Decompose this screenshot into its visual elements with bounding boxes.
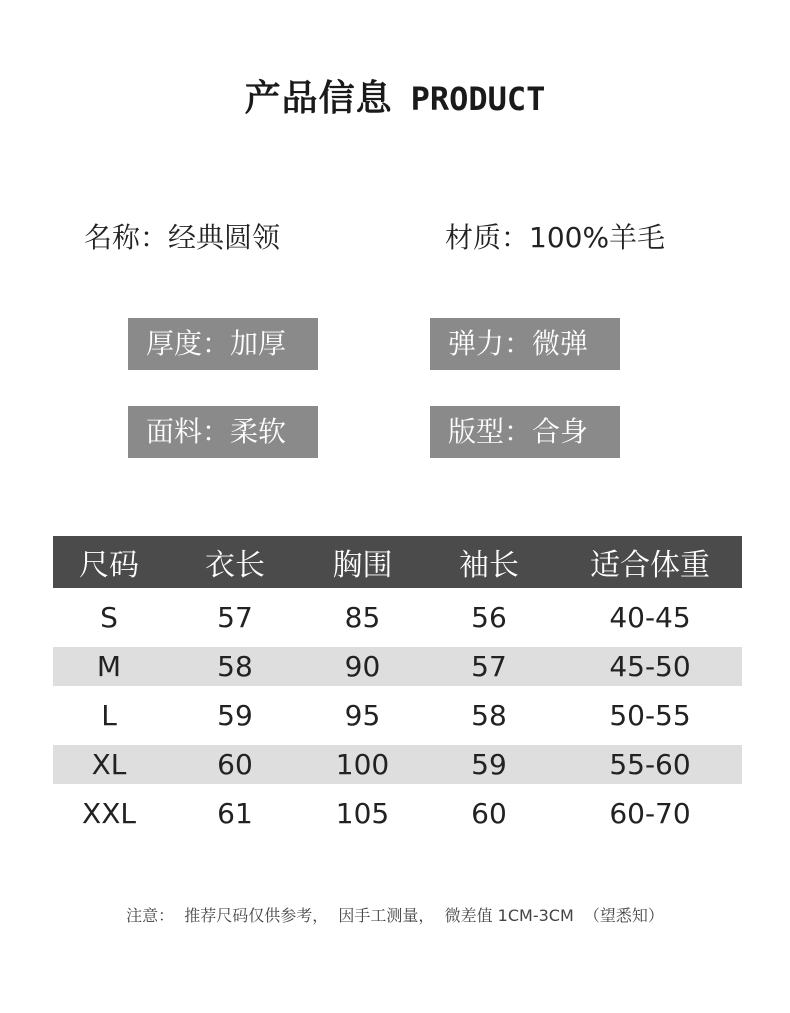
tag-thickness: 厚度：加厚 [128,318,318,370]
cell-size: XL [91,748,127,781]
cell-length: 61 [217,797,253,830]
header-size: 尺码 [79,548,139,583]
cell-chest: 90 [344,650,381,683]
product-name: 名称：经典圆领 [84,221,281,254]
page-title [0,70,790,121]
tag-elasticity: 弹力：微弹 [430,318,620,370]
cell-weight: 45-50 [609,650,691,683]
size-table-header [53,536,742,588]
cell-sleeve: 59 [471,748,507,781]
cell-size: S [100,601,118,634]
header-weight: 适合体重 [590,548,710,583]
size-table [53,536,742,833]
title-chinese: 产品信息 [244,77,393,119]
cell-weight: 55-60 [609,748,691,781]
cell-size: XXL [82,797,136,830]
cell-sleeve: 60 [471,797,507,830]
cell-size: L [101,699,117,732]
cell-sleeve: 57 [471,650,507,683]
title-english: PRODUCT [410,80,546,118]
table-row [53,745,742,784]
cell-chest: 85 [344,601,381,634]
cell-chest: 105 [335,797,390,830]
tag-fit: 版型：合身 [430,406,620,458]
header-length: 衣长 [205,548,265,583]
cell-weight: 40-45 [609,601,691,634]
cell-sleeve: 58 [471,699,507,732]
product-material: 材质：100%羊毛 [445,221,666,254]
cell-length: 60 [217,748,253,781]
table-row [53,598,742,637]
header-chest: 胸围 [332,548,393,583]
size-note: 注意： 推荐尺码仅供参考， 因手工测量， 微差值 1CM-3CM （望悉知） [126,906,664,925]
cell-length: 59 [217,699,253,732]
header-sleeve: 袖长 [459,548,519,583]
table-row [53,794,742,833]
table-row [53,647,742,686]
table-row [53,696,742,735]
cell-size: M [96,650,122,683]
cell-length: 58 [217,650,253,683]
cell-weight: 60-70 [609,797,691,830]
cell-length: 57 [217,601,253,634]
cell-weight: 50-55 [609,699,691,732]
cell-sleeve: 56 [471,601,507,634]
cell-chest: 100 [335,748,390,781]
cell-chest: 95 [344,699,381,732]
tag-fabric: 面料：柔软 [128,406,318,458]
